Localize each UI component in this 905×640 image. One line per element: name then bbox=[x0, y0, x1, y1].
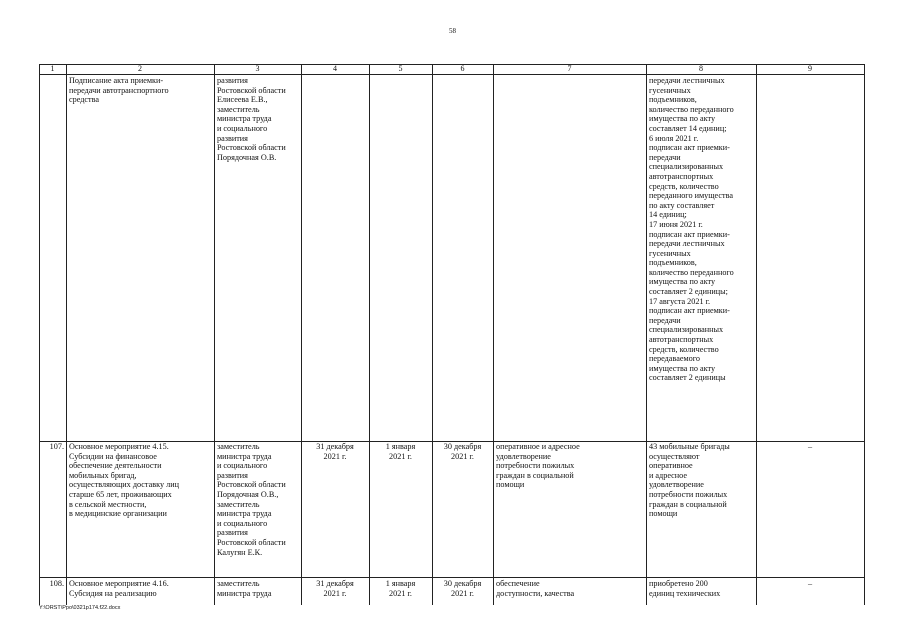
row108-start-date: 1 января 2021 г. bbox=[385, 579, 416, 598]
column-header-9: 9 bbox=[808, 64, 812, 73]
column-border bbox=[432, 64, 433, 605]
column-header-6: 6 bbox=[460, 64, 465, 73]
row107-number: 107. bbox=[49, 442, 64, 451]
row108-actual-result: приобретено 200 единиц технических bbox=[649, 579, 721, 598]
page-number: 58 bbox=[449, 27, 456, 35]
row108-end-date: 30 декабря 2021 г. bbox=[443, 579, 482, 598]
header-bottom-border bbox=[39, 74, 865, 75]
row108-number: 108. bbox=[49, 579, 64, 588]
column-header-1: 1 bbox=[50, 64, 55, 73]
row107-actual-result: 43 мобильные бригады осуществляют оперативное и адресное удовлетворение потребности пожилых граждан в социальной помощи bbox=[649, 442, 730, 519]
row107-notes: – bbox=[807, 442, 813, 451]
column-border bbox=[756, 64, 757, 605]
column-border bbox=[214, 64, 215, 605]
cont-col8-result: передачи лестничных гусеничных подъемников, количество переданного имущества по акту составляет 14 единиц; 6 июля 2021 г. подписан акт приемки- передачи специализированных автотранспортных средств, количество переданного имущества по акту составляет 14 единиц; 17 июня 2021 г. подписан акт приемки- передачи лестничных гусеничных подъемников, количество переданного имущества по акту составляет 2 единицы; 17 августа 2021 г. подписан акт приемки- передачи специализированных автотранспортных средств, количество передаваемого имущества по акту составляет 2 единицы bbox=[649, 76, 734, 383]
row108-responsible: заместитель министра труда bbox=[217, 579, 272, 598]
column-header-3: 3 bbox=[255, 64, 260, 73]
row107-expected-result: оперативное и адресное удовлетворение потребности пожилых граждан в социальной помощи bbox=[496, 442, 580, 490]
column-border bbox=[301, 64, 302, 605]
column-header-7: 7 bbox=[567, 64, 572, 73]
row-divider-108 bbox=[39, 577, 865, 578]
row107-planned-date: 31 декабря 2021 г. bbox=[316, 442, 354, 461]
row107-start-date: 1 января 2021 г. bbox=[385, 442, 416, 461]
column-header-4: 4 bbox=[333, 64, 337, 73]
row108-event: Основное мероприятие 4.16. Субсидия на реализацию bbox=[69, 579, 169, 598]
column-border bbox=[369, 64, 370, 605]
column-header-5: 5 bbox=[398, 64, 403, 73]
footer-file-path: Y:\ORST\Ppo\0321p174.f22.docx bbox=[39, 605, 121, 611]
row108-expected-result: обеспечение доступности, качества bbox=[496, 579, 575, 598]
row107-event: Основное мероприятие 4.15. Субсидии на финансовое обеспечение деятельности мобильных бригад, осуществляющих доставку лиц старше 65 лет, проживающих в сельской местности, в медицинские организации bbox=[69, 442, 179, 519]
column-border bbox=[66, 64, 67, 605]
row107-end-date: 30 декабря 2021 г. bbox=[443, 442, 482, 461]
column-border bbox=[646, 64, 647, 605]
cont-col3-responsible: развития Ростовской области Елисеева Е.В., заместитель министра труда и социального развития Ростовской области Порядочная О.В. bbox=[217, 76, 286, 162]
cont-col2-event: Подписание акта приемки- передачи автотранспортного средства bbox=[69, 76, 169, 105]
row108-notes: – bbox=[807, 579, 813, 588]
column-border bbox=[864, 64, 865, 605]
column-border bbox=[493, 64, 494, 605]
column-header-2: 2 bbox=[138, 64, 142, 73]
report-table bbox=[39, 64, 865, 605]
row107-responsible: заместитель министра труда и социального развития Ростовской области Порядочная О.В., заместитель министра труда и социального развития Ростовской области Калугян Е.К. bbox=[217, 442, 286, 557]
column-border bbox=[39, 64, 40, 605]
column-header-8: 8 bbox=[699, 64, 703, 73]
row108-planned-date: 31 декабря 2021 г. bbox=[316, 579, 354, 598]
